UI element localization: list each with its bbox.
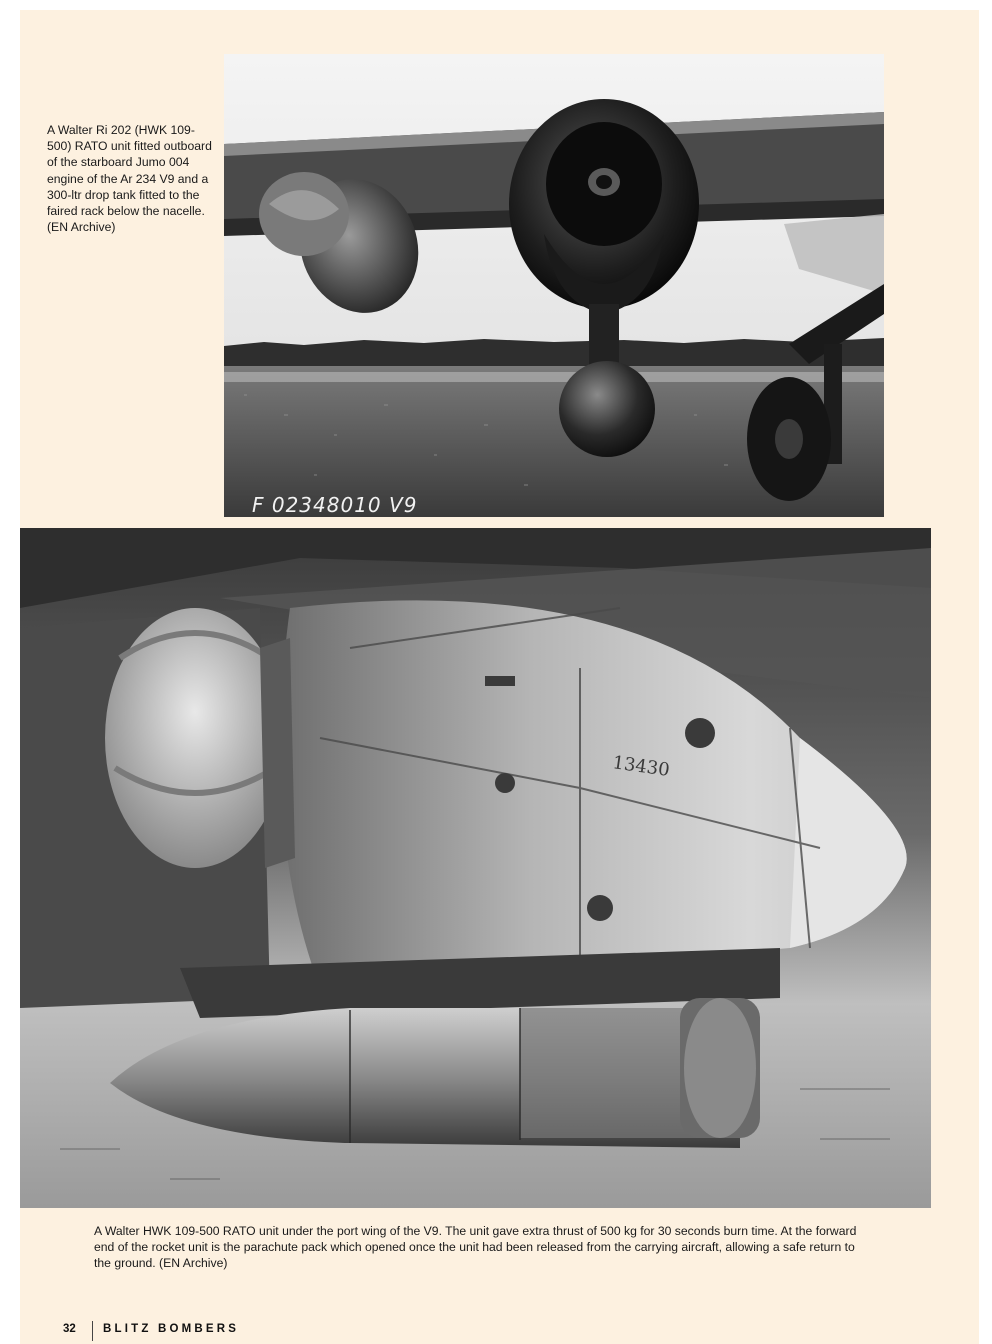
photo-rato-unit-under-wing <box>20 528 931 1208</box>
negative-marking: F 02348010 V9 <box>252 493 418 517</box>
engine-nacelle-photo-illustration <box>224 54 884 517</box>
photo-caption-top: A Walter Ri 202 (HWK 109-500) RATO unit fitted outboard of the starboard Jumo 004 engine of the Ar 234 V9 and a 300-ltr drop tank fitted to the faired rack below the nacelle. (EN Archive) <box>47 123 212 235</box>
footer-divider <box>92 1321 93 1341</box>
photo-engine-nacelle-front <box>224 54 884 517</box>
rato-unit-photo-illustration <box>20 528 931 1208</box>
page-number: 32 <box>63 1323 76 1335</box>
panel-number: 13430 <box>611 752 671 781</box>
running-title: BLITZ BOMBERS <box>103 1323 240 1335</box>
photo-caption-bottom: A Walter HWK 109-500 RATO unit under the port wing of the V9. The unit gave extra thrust of 500 kg for 30 seconds burn time. At the forward end of the rocket unit is the parachute pack which opened once the unit had been released from the carrying aircraft, allowing a safe return to the ground. (EN Archive) <box>94 1224 857 1271</box>
